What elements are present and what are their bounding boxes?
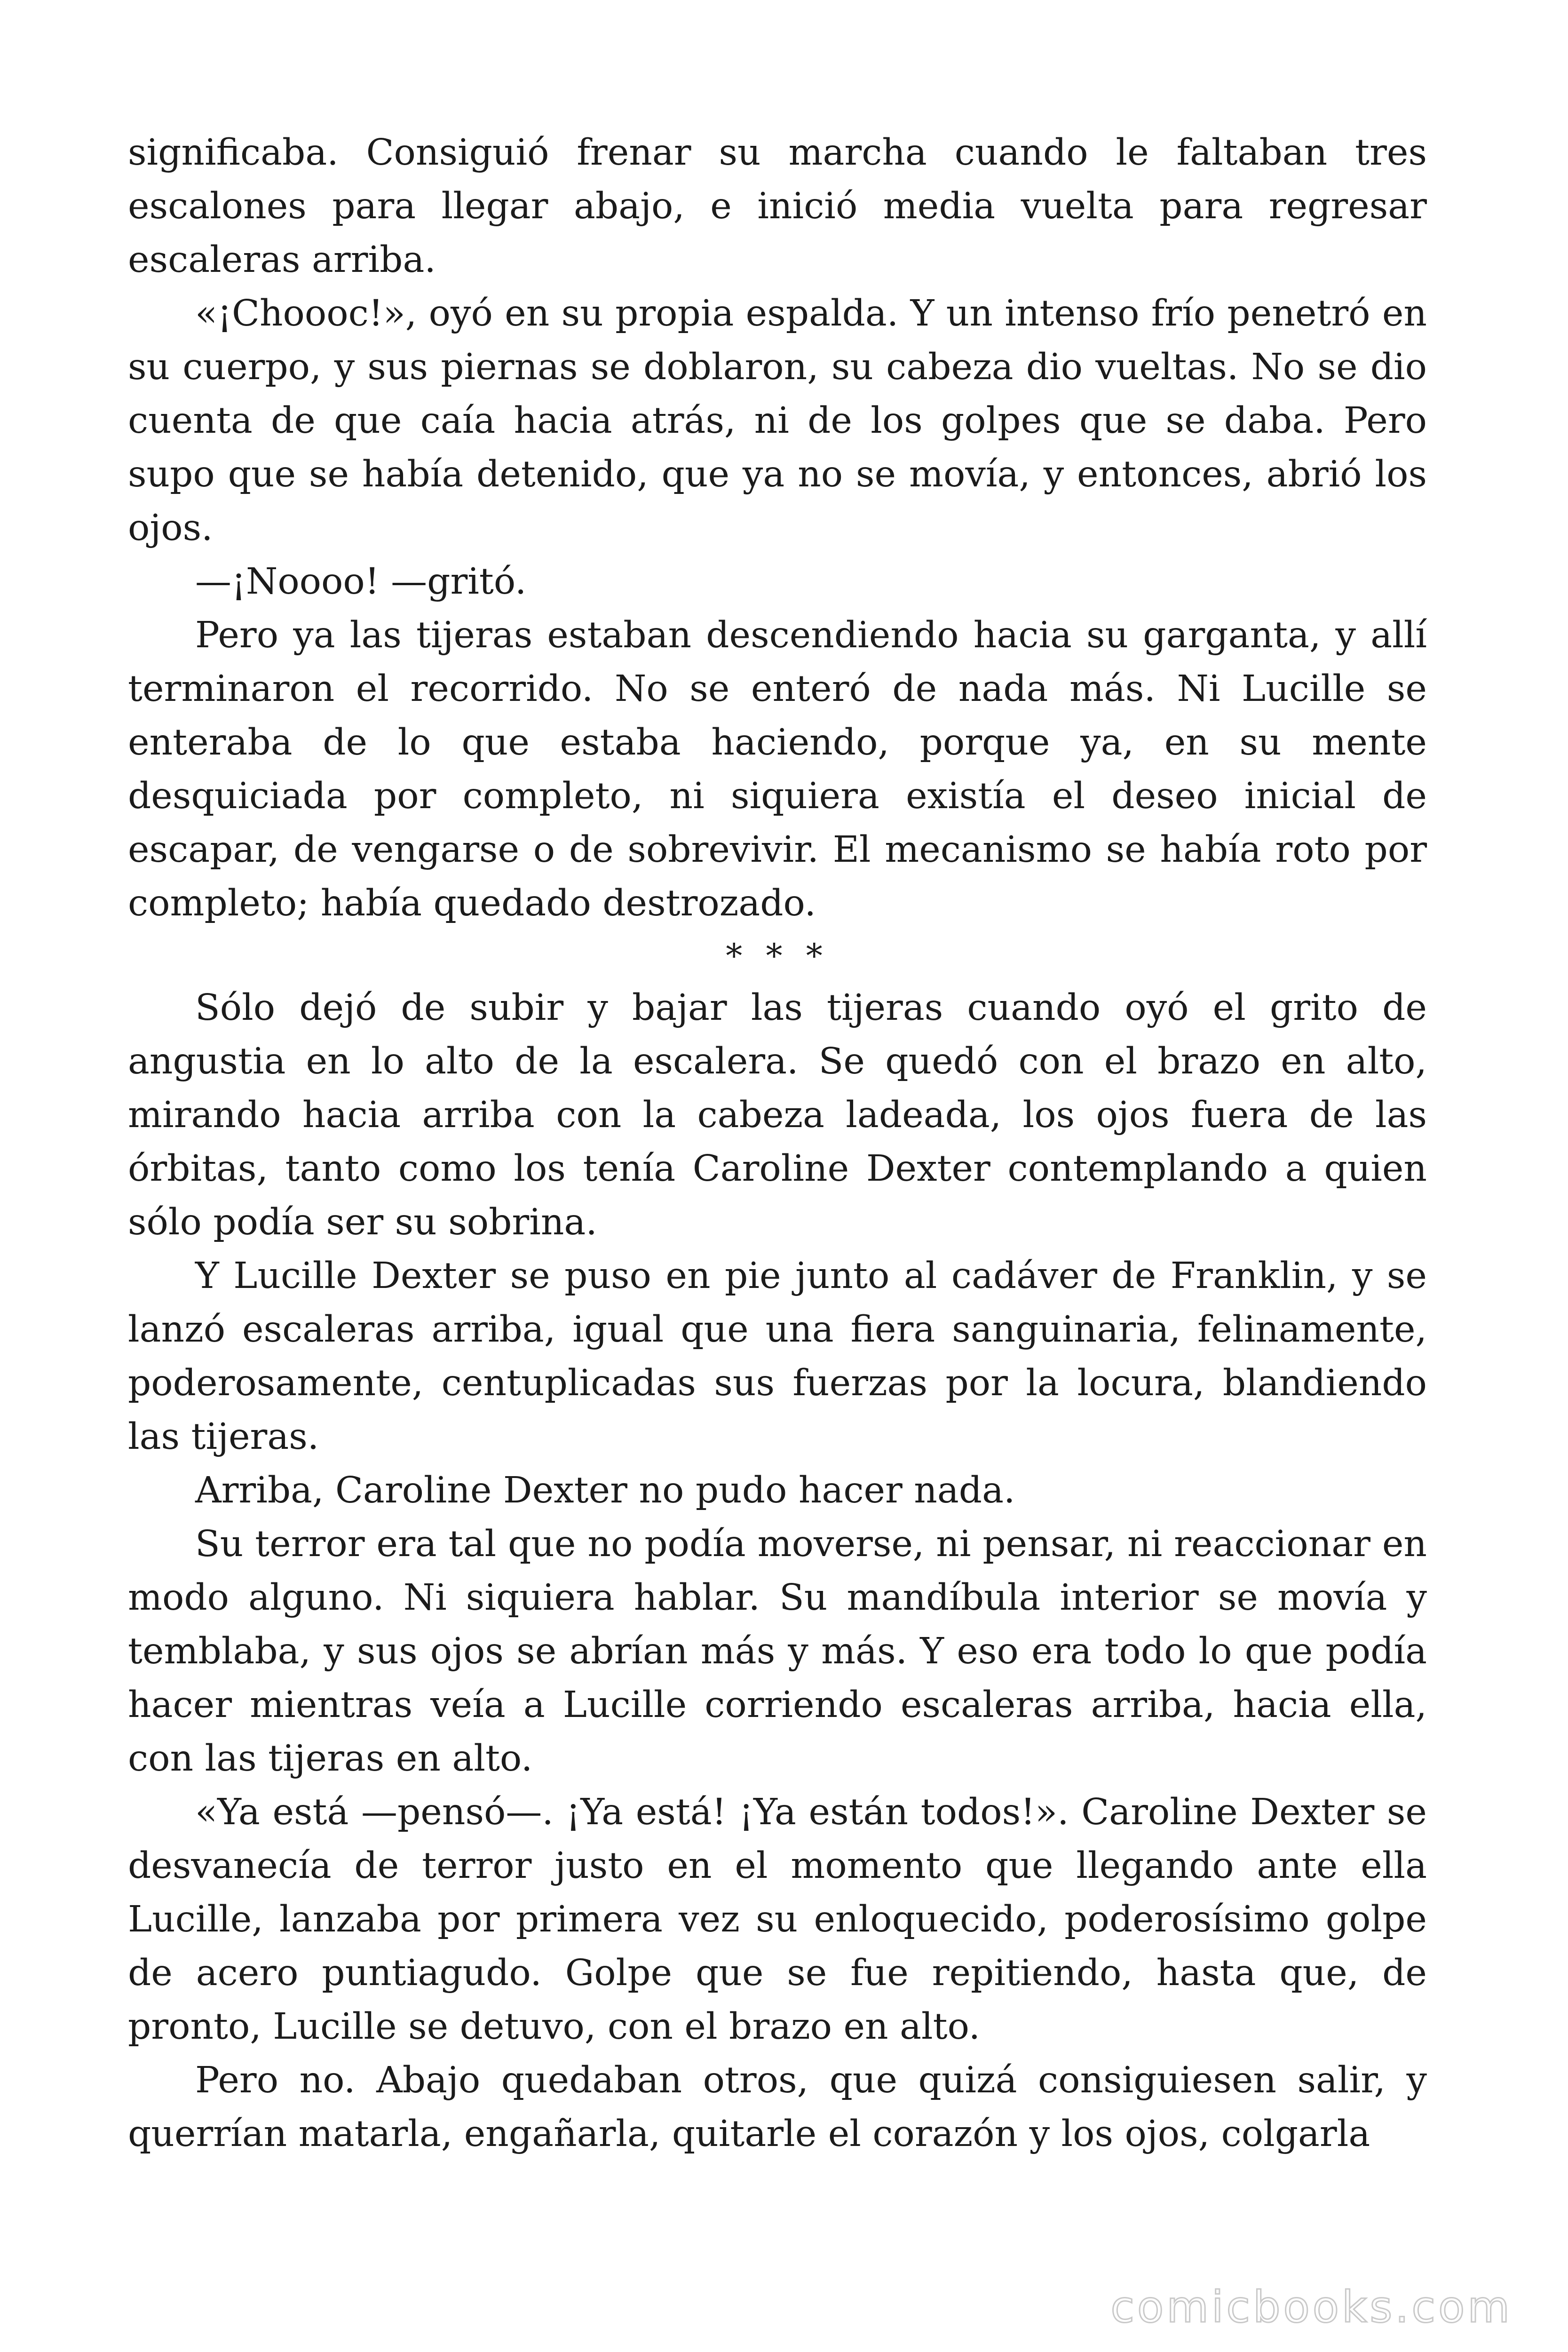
paragraph-continuation: significaba. Consiguió frenar su marcha cuando le faltaban tres escalones para llegar abajo, e inició media vuelta para regresar escaleras arriba.	[128, 132, 1427, 281]
paragraph-trailing: Pero no. Abajo quedaban otros, que quizá consiguiesen salir, y querrían matarla, engañarla, quitarle el corazón y los ojos, colgarla	[128, 2059, 1427, 2155]
watermark: comicbooks.com	[1110, 2282, 1513, 2332]
paragraph: «¡Choooc!», oyó en su propia espalda. Y un intenso frío penetró en su cuerpo, y sus piernas se doblaron, su cabeza dio vueltas. No se dio cuenta de que caía hacia atrás, ni de los golpes que se daba. Pero supo que se había detenido, que ya no se movía, y entonces, abrió los ojos.	[128, 293, 1427, 549]
dialogue-paragraph: —¡Noooo! —gritó.	[195, 561, 527, 603]
section-separator: * * *	[726, 937, 829, 975]
paragraph: «Ya está —pensó—. ¡Ya está! ¡Ya están todos!». Caroline Dexter se desvanecía de terror justo en el momento que llegando ante ella Lucille, lanzaba por primera vez su enloquecido, poderosísimo golpe de acero puntiagudo. Golpe que se fue repitiendo, hasta que, de pronto, Lucille se detuvo, con el brazo en alto.	[128, 1791, 1427, 2048]
paragraph: Y Lucille Dexter se puso en pie junto al cadáver de Franklin, y se lanzó escaleras arriba, igual que una fiera sanguinaria, felinamente, poderosamente, centuplicadas sus fuerzas por la locura, blandiendo las tijeras.	[128, 1255, 1427, 1458]
paragraph: Arriba, Caroline Dexter no pudo hacer nada.	[195, 1470, 1015, 1511]
paragraph: Pero ya las tijeras estaban descendiendo hacia su garganta, y allí terminaron el recorrido. No se enteró de nada más. Ni Lucille se enteraba de lo que estaba haciendo, porque ya, en su mente desquiciada por completo, ni siquiera existía el deseo inicial de escapar, de vengarse o de sobrevivir. El mecanismo se había roto por completo; había quedado destrozado.	[128, 614, 1427, 924]
paragraph: Sólo dejó de subir y bajar las tijeras cuando oyó el grito de angustia en lo alto de la escalera. Se quedó con el brazo en alto, mirando hacia arriba con la cabeza ladeada, los ojos fuera de las órbitas, tanto como los tenía Caroline Dexter contemplando a quien sólo podía ser su sobrina.	[128, 987, 1427, 1243]
paragraph: Su terror era tal que no podía moverse, ni pensar, ni reaccionar en modo alguno. Ni siquiera hablar. Su mandíbula interior se movía y temblaba, y sus ojos se abrían más y más. Y eso era todo lo que podía hacer mientras veía a Lucille corriendo escaleras arriba, hacia ella, con las tijeras en alto.	[128, 1523, 1427, 1780]
book-page	[128, 126, 1427, 2161]
